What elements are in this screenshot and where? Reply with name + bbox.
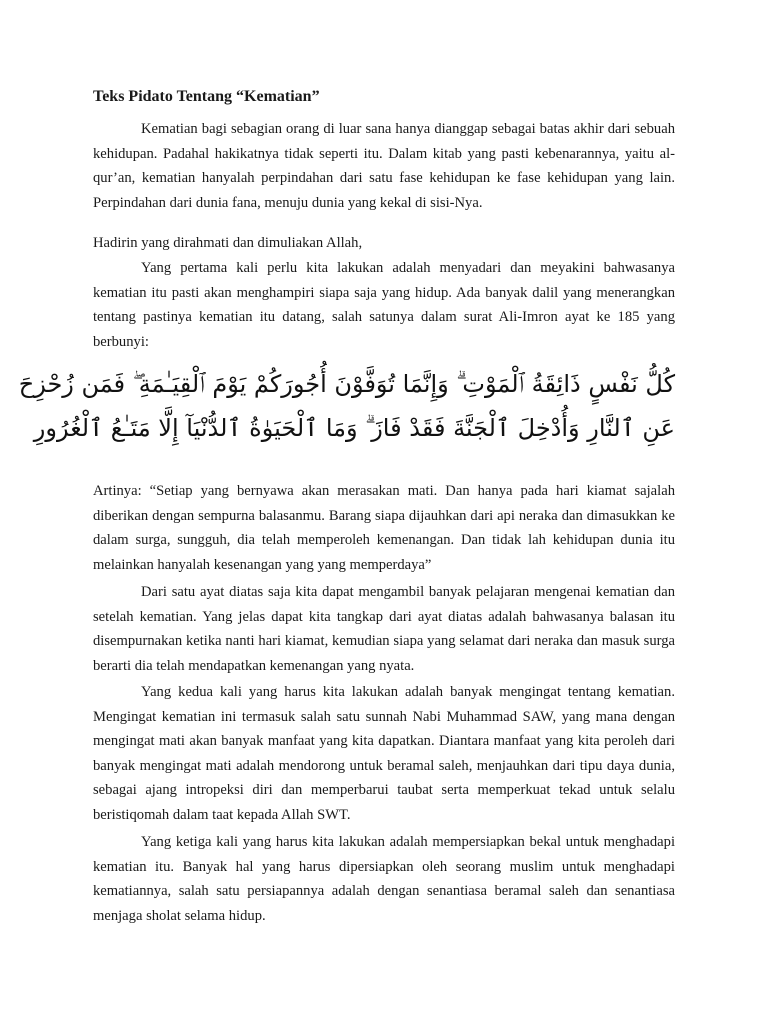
document-title: Teks Pidato Tentang “Kematian” (93, 88, 320, 105)
verse-translation: Artinya: “Setiap yang bernyawa akan merasakan mati. Dan hanya pada hari kiamat sajalah diberikan dengan sempurna balasanmu. Barang siapa dijauhkan dari api neraka dan dimasukkan ke dalam surga, sungguh, dia telah memperoleh kemenangan. Dan tidak lah kehidupan dunia itu melainkan hanyalah kesenangan yang yang memperdaya” (93, 483, 675, 573)
arabic-verse-line: كُلُّ نَفْسٍ ذَائِقَةُ ٱلْمَوْتِ ۗ وَإِنَّمَا تُوَفَّوْنَ أُجُورَكُمْ يَوْمَ ٱلْقِيَـٰمَةِ ۖ فَمَن زُحْزِحَ (18, 370, 675, 398)
paragraph-third-point: Yang ketiga kali yang harus kita lakukan adalah mempersiapkan bekal untuk menghadapi kematian itu. Banyak hal yang harus dipersiapkan oleh seorang muslim untuk menghadapi kematiannya, salah satu persiapannya adalah dengan senantiasa beramal saleh dan senantiasa menjaga sholat selama hidup. (93, 834, 675, 924)
paragraph-intro: Kematian bagi sebagian orang di luar sana hanya dianggap sebagai batas akhir dari sebuah kehidupan. Padahal hakikatnya tidak seperti itu. Dalam kitab yang pasti kebenarannya, yaitu al-qur’an, kematian hanyalah perpindahan dari satu fase kehidupan ke fase kehidupan yang lain. Perpindahan dari dunia fana, menuju dunia yang kekal di sisi-Nya. (93, 121, 675, 211)
paragraph-first-point: Yang pertama kali perlu kita lakukan adalah menyadari dan meyakini bahwasanya kematian itu pasti akan menghampiri siapa saja yang hidup. Ada banyak dalil yang menerangkan tentang pastinya kematian itu datang, salah satunya dalam surat Ali-Imron ayat ke 185 yang berbunyi: (93, 260, 675, 350)
arabic-verse (18, 362, 675, 450)
arabic-verse-line: عَنِ ٱلنَّارِ وَأُدْخِلَ ٱلْجَنَّةَ فَقَدْ فَازَ ۗ وَمَا ٱلْحَيَوٰةُ ٱلدُّنْيَآ إِلَّا مَتَـٰعُ ٱلْغُرُورِ (33, 414, 675, 442)
paragraph-second-point: Yang kedua kali yang harus kita lakukan adalah banyak mengingat tentang kematian. Mengingat kematian ini termasuk salah satu sunnah Nabi Muhammad SAW, yang mana dengan mengingat mati akan banyak manfaat yang kita dapatkan. Diantara manfaat yang kita peroleh dari banyak mengingat mati adalah mendorong untuk beramal saleh, menjauhkan dari tipu daya dunia, sebagai ajang intropeksi diri dan memperbarui taubat serta memperkuat tekad untuk selalu beristiqomah dalam taat kepada Allah SWT. (93, 684, 675, 823)
paragraph-reflection: Dari satu ayat diatas saja kita dapat mengambil banyak pelajaran mengenai kematian dan setelah kematian. Yang jelas dapat kita tangkap dari ayat diatas adalah bahwasanya balasan itu disempurnakan ketika nanti hari kiamat, kemudian siapa yang selamat dari neraka dan masuk surga berarti dia telah mendapatkan kemenangan yang nyata. (93, 584, 675, 674)
greeting-line: Hadirin yang dirahmati dan dimuliakan Allah, (93, 235, 363, 251)
